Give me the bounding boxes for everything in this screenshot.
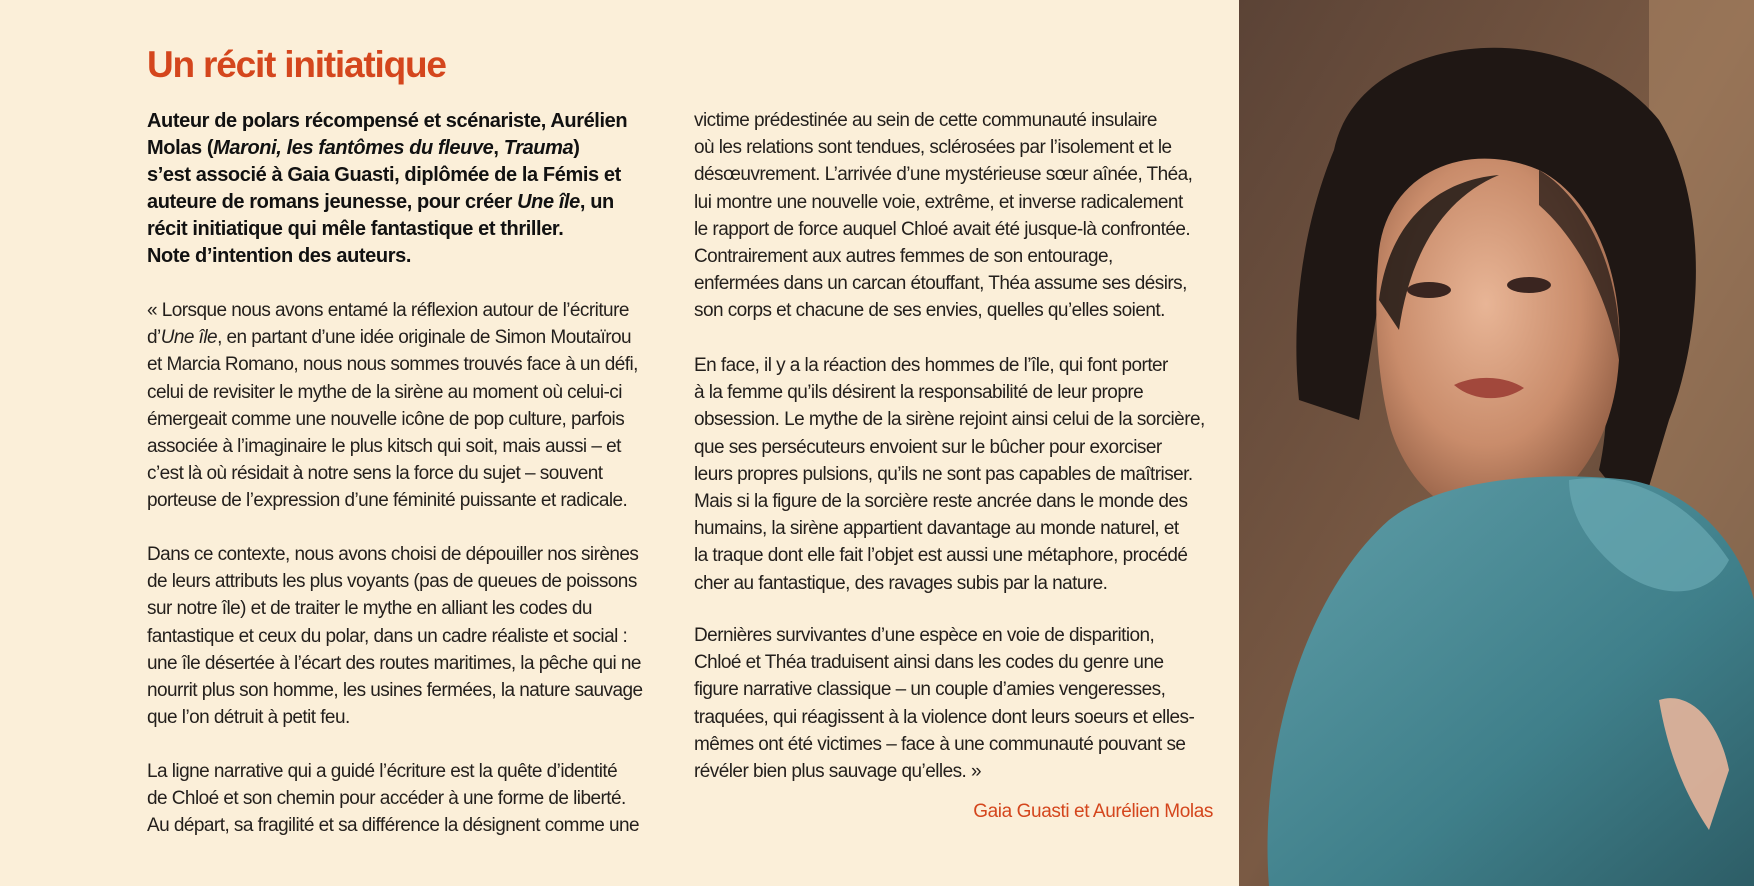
text-line: Dans ce contexte, nous avons choisi de dépouiller nos sirènes	[147, 544, 639, 565]
body-paragraph	[147, 541, 687, 731]
intro-film-title: Une île	[517, 191, 580, 213]
text-line: obsession. Le mythe de la sirène rejoint ainsi celui de la sorcière,	[694, 409, 1205, 431]
text-line: et Marcia Romano, nous nous sommes trouvés face à un défi,	[147, 354, 638, 376]
page-title: Un récit initiatique	[147, 44, 446, 85]
text-line: nourrit plus son homme, les usines fermées, la nature sauvage	[147, 680, 643, 702]
intro-text: auteure de romans jeunesse, pour créer	[147, 191, 518, 213]
text-line: sur notre île) et de traiter le mythe en alliant les codes du	[147, 598, 592, 620]
intro-paragraph	[147, 108, 667, 270]
text-line: leurs propres pulsions, qu’ils ne sont pas capables de maîtriser.	[694, 463, 1193, 485]
text-line: « Lorsque nous avons entamé la réflexion autour de l’écriture	[147, 300, 629, 321]
text-line: le rapport de force auquel Chloé avait été jusque-là confrontée.	[694, 218, 1191, 240]
intro-line: récit initiatique qui mêle fantastique et thriller.	[147, 218, 564, 240]
text-line: c’est là où résidait à notre sens la force du sujet – souvent	[147, 463, 603, 485]
text-line: que l’on détruit à petit feu.	[147, 707, 350, 729]
text-line: traquées, qui réagissent à la violence dont leurs soeurs et elles-	[694, 706, 1195, 728]
text-line: enfermées dans un carcan étouffant, Théa assume ses désirs,	[694, 273, 1187, 295]
text-line: Au départ, sa fragilité et sa différence la désignent comme une	[147, 815, 640, 837]
text-line: émergeait comme une nouvelle icône de pop culture, parfois	[147, 408, 625, 430]
text-line: une île désertée à l’écart des routes maritimes, la pêche qui ne	[147, 652, 641, 674]
text-line: Contrairement aux autres femmes de son entourage,	[694, 246, 1113, 268]
text-line	[147, 324, 687, 351]
signature: Gaia Guasti et Aurélien Molas	[973, 801, 1213, 822]
intro-text: )	[573, 137, 580, 159]
portrait-photo	[1239, 0, 1754, 886]
intro-film-title: Maroni, les fantômes du fleuve	[213, 137, 494, 159]
body-paragraph	[147, 297, 687, 515]
text-line: cher au fantastique, des ravages subis par la nature.	[694, 572, 1108, 594]
text-line: de Chloé et son chemin pour accéder à une forme de liberté.	[147, 788, 626, 810]
text-line: humains, la sirène appartient davantage au monde naturel, et	[694, 518, 1179, 540]
text-line: où les relations sont tendues, sclérosées par l’isolement et le	[694, 137, 1172, 159]
line-fragment: d’	[147, 327, 161, 349]
text-line: Mais si la figure de la sorcière reste ancrée dans le monde des	[694, 491, 1188, 513]
film-title: Une île	[160, 327, 218, 349]
text-line: Dernières survivantes d’une espèce en voie de disparition,	[694, 625, 1155, 646]
line-fragment: , en partant d’une idée originale de Simon Moutaïrou	[217, 327, 632, 349]
body-paragraph	[694, 622, 1234, 785]
intro-text: ,	[493, 137, 504, 159]
text-line: Chloé et Théa traduisent ainsi dans les codes du genre une	[694, 652, 1164, 674]
text-line: à la femme qu’ils désirent la responsabilité de leur propre	[694, 382, 1144, 404]
text-line: fantastique et ceux du polar, dans un cadre réaliste et social :	[147, 625, 628, 647]
intro-line: s’est associé à Gaia Guasti, diplômée de la Fémis et	[147, 164, 621, 186]
text-line: de leurs attributs les plus voyants (pas de queues de poissons	[147, 571, 637, 593]
intro-line	[147, 189, 667, 216]
text-line: En face, il y a la réaction des hommes de l’île, qui font porter	[694, 355, 1168, 376]
text-line: que ses persécuteurs envoient sur le bûcher pour exorciser	[694, 436, 1162, 458]
text-line: révéler bien plus sauvage qu’elles. »	[694, 761, 982, 783]
intro-film-title: Trauma	[503, 137, 574, 159]
text-line: la traque dont elle fait l’objet est aussi une métaphore, procédé	[694, 545, 1188, 567]
body-paragraph	[694, 107, 1234, 325]
intro-line: Note d’intention des auteurs.	[147, 245, 411, 267]
intro-text: , un	[579, 191, 614, 213]
text-line: mêmes ont été victimes – face à une communauté pouvant se	[694, 733, 1186, 755]
text-line: son corps et chacune de ses envies, quelles qu’elles soient.	[694, 300, 1165, 322]
intro-line	[147, 135, 667, 162]
intro-line: Auteur de polars récompensé et scénariste, Aurélien	[147, 110, 628, 132]
body-paragraph	[694, 352, 1234, 597]
body-paragraph	[147, 758, 687, 840]
text-line: associée à l’imaginaire le plus kitsch qui soit, mais aussi – et	[147, 436, 621, 458]
text-line: figure narrative classique – un couple d’amies vengeresses,	[694, 679, 1166, 701]
text-line: porteuse de l’expression d’une féminité puissante et radicale.	[147, 490, 628, 512]
text-line: lui montre une nouvelle voie, extrême, et inverse radicalement	[694, 191, 1183, 213]
text-line: La ligne narrative qui a guidé l’écriture est la quête d’identité	[147, 761, 618, 782]
intro-text: Molas (	[147, 137, 214, 159]
text-line: celui de revisiter le mythe de la sirène au moment où celui-ci	[147, 381, 622, 403]
text-line: désœuvrement. L’arrivée d’une mystérieuse sœur aînée, Théa,	[694, 164, 1193, 186]
text-line: victime prédestinée au sein de cette communauté insulaire	[694, 110, 1157, 131]
